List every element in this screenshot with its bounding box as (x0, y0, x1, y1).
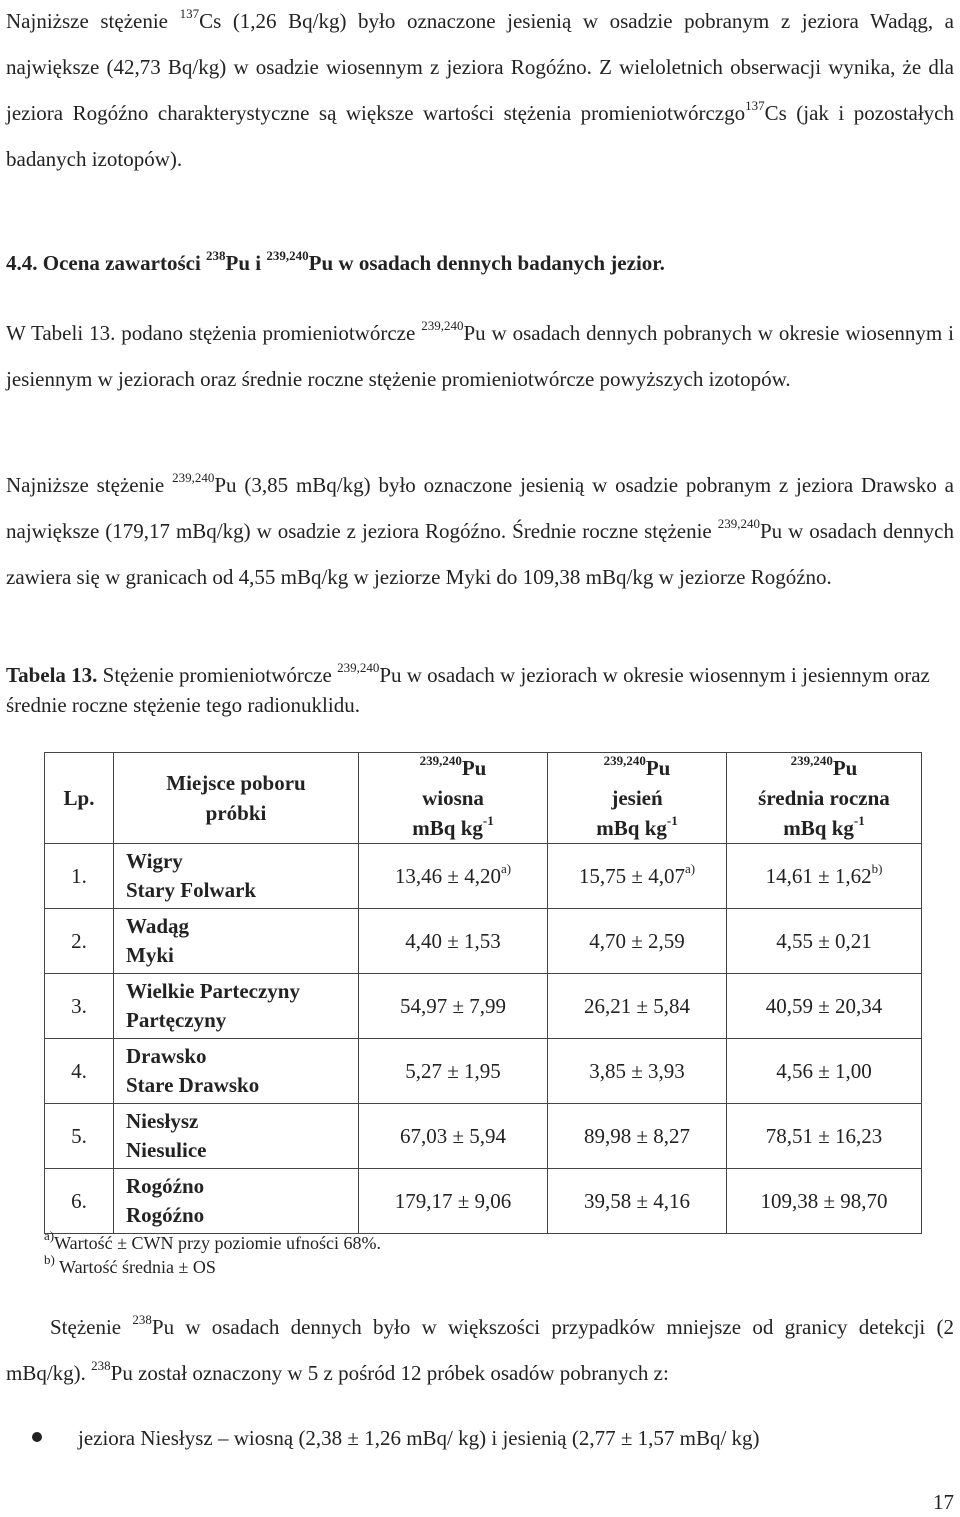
annual-value: 109,38 ± 98,70 (727, 1169, 922, 1234)
sampling-place: Niesłysz Niesulice (114, 1104, 359, 1169)
header-autumn: $^{239,240}$Pu jesień mBq $kg^{-1}$ (548, 753, 727, 844)
autumn-value: 39,58 ± 4,16 (548, 1169, 727, 1234)
table-row (45, 1039, 922, 1104)
autumn-value: 89,98 ± 8,27 (548, 1104, 727, 1169)
spring-value: 5,27 ± 1,95 (359, 1039, 548, 1104)
table-row (45, 1104, 922, 1169)
row-number: 4. (45, 1039, 114, 1104)
spring-value: $13,46 \pm 4,20^{a)}$ (359, 844, 548, 909)
sampling-place: Drawsko Stare Drawsko (114, 1039, 359, 1104)
paragraph-table-intro: W Tabeli 13. podano stężenia promieniotwórcze $^{239,240}$Pu w osadach dennych pobranych w okresie wiosennym i jesiennym w jeziorach oraz średnie roczne stężenie promieniotwórcze powyższych izotopów. (6, 318, 954, 391)
paragraph-cs137-summary: Najniższe stężenie $^{137}$Cs (1,26 Bq/kg) było oznaczone jesienią w osadzie pobranym z jeziora Wadąg, a największe (42,73 Bq/kg) w osadzie wiosennym z jeziora Rogóźno. Z wieloletnich obserwacji wynika, że dla jeziora Rogóźno charakterystyczne są większe wartości stężenia promieniotwórczgo$^{137}$Cs (jak i pozostałych badanych izotopów). (6, 6, 955, 171)
row-number: 2. (45, 909, 114, 974)
footnote-a: $^{a)}$Wartość ± CWN przy poziomie ufności 68%. (44, 1228, 381, 1253)
annual-value: 4,55 ± 0,21 (727, 909, 922, 974)
paragraph-pu-summary: Najniższe stężenie $^{239,240}$Pu (3,85 mBq/kg) było oznaczone jesienią w osadzie pobranym z jeziora Drawsko a największe (179,17 mBq/kg) w osadzie z jeziora Rogóźno. Średnie roczne stężenie $^{239,240}$Pu w osadach dennych zawiera się w granicach od 4,55 mBq/kg w jeziorze Myki do 109,38 mBq/kg w jeziorze Rogóźno. (6, 470, 955, 589)
table-row (45, 1169, 922, 1234)
row-number: 1. (45, 844, 114, 909)
spring-value: 54,97 ± 7,99 (359, 974, 548, 1039)
pu-concentration-table (44, 752, 922, 1234)
annual-value: 78,51 ± 16,23 (727, 1104, 922, 1169)
annual-value: 4,56 ± 1,00 (727, 1039, 922, 1104)
annual-value: $14,61 \pm 1,62^{b)}$ (727, 844, 922, 909)
sampling-place: Wigry Stary Folwark (114, 844, 359, 909)
autumn-value: 3,85 ± 3,93 (548, 1039, 727, 1104)
row-number: 3. (45, 974, 114, 1039)
table-caption: Tabela 13. Stężenie promieniotwórcze $^{239,240}$Pu w osadach w jeziorach w okresie wiosennym i jesiennym oraz średnie roczne stężenie tego radionuklidu. (6, 660, 930, 717)
paragraph-pu238: Stężenie $^{238}$Pu w osadach dennych było w większości przypadków mniejsze od granicy detekcji (2 mBq/kg). $^{238}$Pu został oznaczony w 5 z pośród 12 próbek osadów pobranych z: (6, 1312, 954, 1385)
spring-value: 4,40 ± 1,53 (359, 909, 548, 974)
sampling-place: Wielkie Parteczyny Partęczyny (114, 974, 359, 1039)
page-number: 17 (933, 1490, 954, 1514)
autumn-value: $15,75 \pm 4,07^{a)}$ (548, 844, 727, 909)
footnote-b: $^{b)}$ Wartość średnia ± OS (44, 1252, 216, 1277)
sampling-place: Rogóźno Rogóźno (114, 1169, 359, 1234)
header-place: Miejsce poboru próbki (114, 753, 359, 844)
table-header-row (45, 753, 922, 844)
sampling-place: Wadąg Myki (114, 909, 359, 974)
table-row (45, 909, 922, 974)
list-item: jeziora Niesłysz – wiosną (2,38 ± 1,26 mBq/ kg) i jesienią (2,77 ± 1,57 mBq/ kg) (78, 1426, 760, 1450)
row-number: 5. (45, 1104, 114, 1169)
annual-value: 40,59 ± 20,34 (727, 974, 922, 1039)
row-number: 6. (45, 1169, 114, 1234)
header-annual: $^{239,240}$Pu średnia roczna mBq $kg^{-1}$ (727, 753, 922, 844)
table-row (45, 974, 922, 1039)
spring-value: 67,03 ± 5,94 (359, 1104, 548, 1169)
section-heading: 4.4. Ocena zawartości $^{238}$Pu i $^{239,240}$Pu w osadach dennych badanych jezior. (6, 248, 665, 275)
spring-value: 179,17 ± 9,06 (359, 1169, 548, 1234)
bullet-icon (32, 1432, 42, 1442)
table-row (45, 844, 922, 909)
header-spring: $^{239,240}$Pu wiosna mBq $kg^{-1}$ (359, 753, 548, 844)
header-lp: Lp. (45, 753, 114, 844)
autumn-value: 26,21 ± 5,84 (548, 974, 727, 1039)
autumn-value: 4,70 ± 2,59 (548, 909, 727, 974)
